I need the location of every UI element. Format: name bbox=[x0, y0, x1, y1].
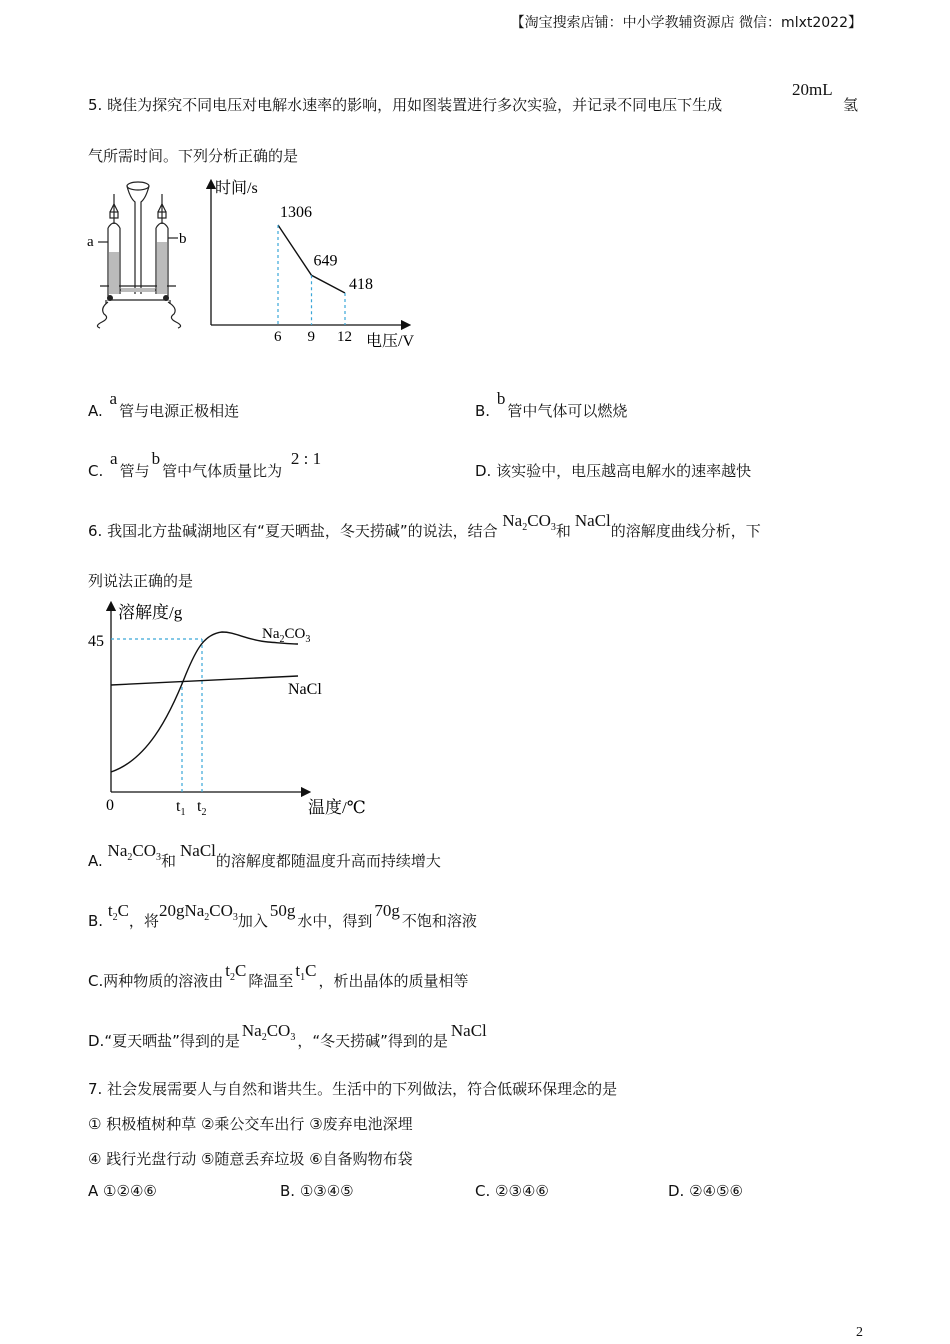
q6-stem-line2: 列说法正确的是 bbox=[88, 572, 194, 590]
x-axis-label: 电压/V bbox=[366, 333, 415, 350]
x-tick-label-6: 6 bbox=[274, 329, 282, 345]
option-label: B. bbox=[475, 402, 491, 420]
solubility-chart bbox=[86, 600, 386, 822]
temp-t1: $t_1C$ bbox=[295, 961, 317, 983]
option-text: ①②④⑥ bbox=[103, 1182, 157, 1200]
option-var: b bbox=[496, 389, 506, 408]
header-watermark: 【淘宝搜索店铺：中小学教辅资源店 微信：mlxt2022】 bbox=[510, 15, 862, 31]
q7-option-c[interactable] bbox=[475, 1182, 549, 1200]
option-label: C. bbox=[475, 1182, 491, 1200]
x-tick-t1: $t_1$ bbox=[176, 798, 186, 818]
q7-stem: 7. 社会发展需要人与自然和谐共生。生活中的下列做法，符合低碳环保理念的是 bbox=[88, 1080, 618, 1098]
y-tick-45: 45 bbox=[88, 633, 104, 650]
q5-option-d[interactable] bbox=[475, 460, 751, 481]
q6-option-c[interactable] bbox=[88, 961, 469, 991]
q5-stem-line2: 气所需时间。下列分析正确的是 bbox=[88, 147, 299, 165]
x-tick-t2: $t_2$ bbox=[197, 798, 207, 818]
page-number: 2 bbox=[856, 1325, 863, 1340]
x-tick-label-9: 9 bbox=[307, 329, 315, 345]
q5-gas: 氢 bbox=[843, 96, 859, 114]
option-text: “夏天晒盐”得到的是 bbox=[104, 1032, 240, 1050]
series-label-nacl: NaCl bbox=[288, 681, 322, 698]
option-ratio: 2 : 1 bbox=[290, 449, 322, 468]
origin-label: 0 bbox=[106, 797, 114, 814]
apparatus-label-b: b bbox=[179, 231, 187, 247]
formula-na2co3: $Na_2CO_3$ bbox=[241, 1021, 296, 1043]
option-label: A. bbox=[88, 402, 103, 420]
q6-option-b[interactable] bbox=[88, 901, 477, 931]
q5-stem-text: 5. 晓佳为探究不同电压对电解水速率的影响，用如图装置进行多次实验，并记录不同电压下生成 bbox=[88, 96, 723, 114]
option-text: 加入 bbox=[237, 912, 268, 930]
q5-option-a[interactable] bbox=[88, 389, 240, 421]
option-label: C. bbox=[88, 972, 104, 990]
data-label-1306: 1306 bbox=[280, 204, 312, 221]
formula-nacl: NaCl bbox=[574, 511, 611, 530]
data-label-418: 418 bbox=[349, 275, 373, 293]
option-var: a bbox=[110, 449, 118, 468]
option-label: D. bbox=[88, 1032, 105, 1050]
q6-option-d[interactable] bbox=[88, 1021, 487, 1051]
x-axis-label: 温度/℃ bbox=[308, 798, 366, 817]
option-label: A. bbox=[88, 852, 103, 870]
formula-nacl: NaCl bbox=[450, 1021, 487, 1040]
option-label: D. bbox=[475, 462, 492, 480]
option-label: B. bbox=[280, 1182, 296, 1200]
y-axis-label: 时间/s bbox=[215, 180, 258, 197]
series-nacl-line bbox=[111, 676, 298, 685]
q5-volume: 20mL bbox=[792, 80, 833, 99]
option-text: 的溶解度都随温度升高而持续增大 bbox=[215, 852, 441, 870]
option-label: D. bbox=[668, 1182, 685, 1200]
option-text: ②③④⑥ bbox=[495, 1182, 549, 1200]
series-na2co3-line bbox=[111, 632, 298, 772]
q5-option-b[interactable] bbox=[475, 389, 628, 421]
q5-option-c[interactable] bbox=[88, 449, 322, 481]
q7-option-a[interactable] bbox=[88, 1182, 157, 1200]
option-text: 该实验中，电压越高电解水的速率越快 bbox=[496, 462, 752, 480]
q6-option-a[interactable] bbox=[88, 841, 441, 871]
q6-stem-line1 bbox=[88, 511, 761, 541]
q6-and: 和 bbox=[555, 522, 571, 540]
q6-stem-text: 6. 我国北方盐碱湖地区有“夏天晒盐，冬天捞碱”的说法，结合 bbox=[88, 522, 498, 540]
formula-mass-na2co3: $20gNa_2CO_3$ bbox=[158, 901, 238, 923]
option-text: ②④⑤⑥ bbox=[689, 1182, 743, 1200]
apparatus-label-a: a bbox=[87, 234, 94, 250]
option-text: 两种物质的溶液由 bbox=[103, 972, 224, 990]
q7-items-line2: ④ 践行光盘行动 ⑤随意丢弃垃圾 ⑥自备购物布袋 bbox=[88, 1150, 413, 1168]
option-label: C. bbox=[88, 462, 104, 480]
option-text: ①③④⑤ bbox=[299, 1182, 354, 1200]
option-text: 不饱和溶液 bbox=[401, 912, 477, 930]
x-tick-label-12: 12 bbox=[337, 329, 352, 345]
y-axis-label: 溶解度/g bbox=[118, 603, 183, 622]
q7-items-line1: ① 积极植树种草 ②乘公交车出行 ③废弃电池深埋 bbox=[88, 1115, 413, 1133]
option-text: 管与 bbox=[119, 462, 150, 480]
option-text: 管中气体可以燃烧 bbox=[507, 402, 628, 420]
option-var: a bbox=[109, 389, 118, 408]
option-text: ，将 bbox=[128, 912, 159, 930]
formula-na2co3: $Na_2CO_3$ bbox=[502, 511, 556, 533]
data-label-649: 649 bbox=[313, 252, 338, 270]
option-text: ，“冬天捞碱”得到的是 bbox=[297, 1032, 448, 1050]
q7-option-d[interactable] bbox=[668, 1182, 743, 1200]
formula-na2co3: $Na_2CO_3$ bbox=[107, 841, 161, 863]
electrolysis-apparatus bbox=[86, 176, 198, 336]
option-var: b bbox=[151, 449, 161, 468]
q6-stem-text-2: 的溶解度曲线分析，下 bbox=[610, 522, 761, 540]
mass-water: 50g bbox=[269, 901, 296, 920]
formula-nacl: NaCl bbox=[180, 841, 216, 860]
option-label: A bbox=[88, 1182, 99, 1200]
option-text: 水中，得到 bbox=[297, 912, 373, 930]
option-text: 管中气体质量比为 bbox=[162, 462, 283, 480]
mass-solution: 70g bbox=[374, 901, 400, 920]
q7-option-b[interactable] bbox=[280, 1182, 354, 1200]
series-label-na2co3: $Na_2CO_3$ bbox=[262, 626, 311, 645]
voltage-time-chart bbox=[200, 176, 430, 354]
temp-t2: $t_2C$ bbox=[225, 961, 247, 983]
option-text: 降温至 bbox=[248, 972, 294, 990]
option-text: 管与电源正极相连 bbox=[119, 402, 240, 420]
q5-stem-line1 bbox=[88, 94, 722, 115]
option-text: ，析出晶体的质量相等 bbox=[318, 972, 469, 990]
temp-t2: $t_2C$ bbox=[107, 901, 129, 923]
option-and: 和 bbox=[161, 852, 177, 870]
option-label: B. bbox=[88, 912, 104, 930]
